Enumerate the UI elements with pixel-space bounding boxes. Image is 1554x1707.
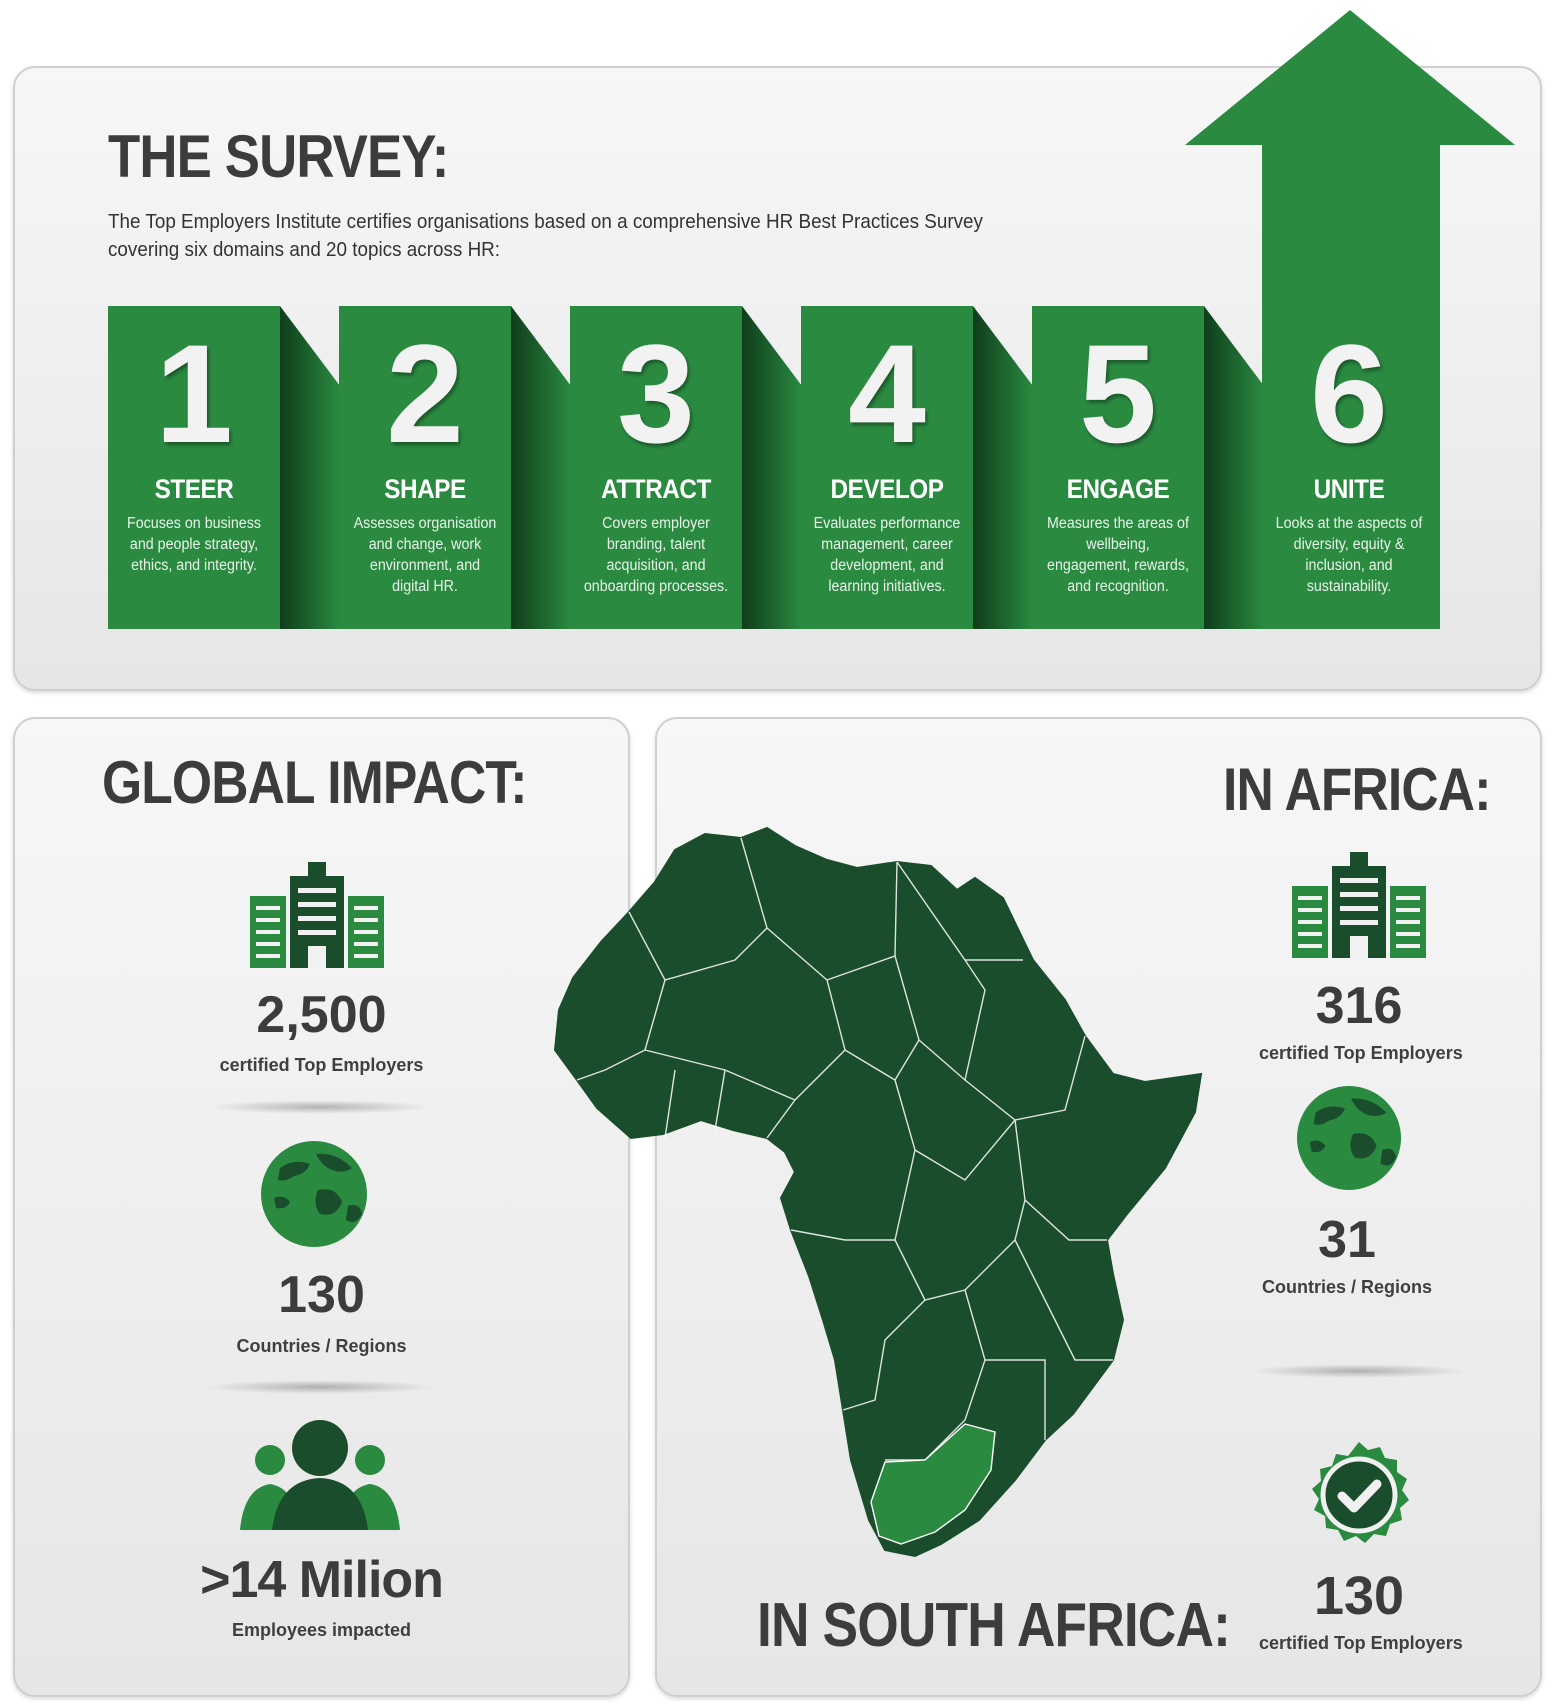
domain-number: 4	[848, 315, 926, 472]
domain-description: Measures the areas of wellbeing, engagement, rewards, and recognition.	[1047, 515, 1189, 595]
domain-tile-unite	[1263, 306, 1435, 629]
south-africa-employers-label: certified Top Employers	[1259, 1633, 1463, 1653]
domain-description: Looks at the aspects of diversity, equity & inclusion, and sustainability.	[1275, 515, 1423, 595]
global-employees-value: >14 Milion	[200, 1551, 443, 1609]
domain-tile-steer	[108, 306, 280, 629]
survey-title: THE SURVEY:	[108, 123, 449, 190]
africa-employers-value: 316	[1315, 977, 1403, 1035]
domain-name: ATTRACT	[601, 474, 711, 504]
domain-description: Evaluates performance management, career development, and learning initiatives.	[813, 515, 961, 595]
globe-icon	[260, 1140, 368, 1248]
domain-number: 2	[386, 315, 464, 472]
tile-fold	[742, 306, 802, 629]
domain-name: ENGAGE	[1066, 474, 1170, 504]
divider	[1248, 1364, 1468, 1378]
buildings-icon	[1292, 852, 1426, 958]
domain-name: STEER	[154, 474, 234, 504]
domain-tile-engage	[1032, 306, 1204, 629]
survey-intro-line-2: covering six domains and 20 topics across HR:	[108, 238, 501, 261]
global-impact-title: GLOBAL IMPACT:	[102, 749, 527, 816]
africa-title: IN AFRICA:	[1223, 756, 1491, 823]
divider	[205, 1100, 435, 1114]
survey-intro	[108, 208, 991, 264]
buildings-icon	[250, 862, 384, 968]
divider	[205, 1380, 435, 1394]
domain-number: 5	[1079, 315, 1157, 472]
domain-number: 1	[155, 315, 233, 472]
africa-map	[545, 820, 1245, 1570]
domain-name: UNITE	[1313, 474, 1385, 504]
certified-badge-icon	[1304, 1440, 1414, 1550]
survey-intro-line-1: The Top Employers Institute certifies organisations based on a comprehensive HR Best Practices Survey	[108, 210, 983, 233]
domain-description: Assesses organisation and change, work environment, and digital HR.	[353, 515, 497, 595]
global-countries-label: Countries / Regions	[236, 1336, 407, 1356]
domain-tile-shape	[339, 306, 511, 629]
tile-fold	[1204, 306, 1264, 629]
domain-name: SHAPE	[384, 474, 466, 504]
people-icon	[240, 1420, 400, 1530]
global-employers-value: 2,500	[256, 986, 387, 1044]
globe-icon	[1296, 1085, 1402, 1191]
africa-employers-label: certified Top Employers	[1259, 1043, 1463, 1063]
tile-fold	[280, 306, 340, 629]
domain-description: Covers employer branding, talent acquisition, and onboarding processes.	[583, 515, 729, 595]
south-africa-title: IN SOUTH AFRICA:	[757, 1591, 1230, 1660]
domain-name: DEVELOP	[830, 474, 944, 504]
domain-description: Focuses on business and people strategy, ethics, and integrity.	[127, 515, 261, 574]
global-employees-label: Employees impacted	[231, 1620, 412, 1640]
africa-countries-label: Countries / Regions	[1261, 1277, 1432, 1297]
domain-tile-attract	[570, 306, 742, 629]
tile-fold	[511, 306, 571, 629]
global-employers-label: certified Top Employers	[219, 1055, 424, 1075]
tile-fold	[973, 306, 1033, 629]
domain-tile-develop	[801, 306, 973, 629]
domain-number: 3	[617, 315, 695, 472]
africa-countries-value: 31	[1318, 1211, 1376, 1269]
global-countries-value: 130	[278, 1266, 365, 1324]
south-africa-employers-value: 130	[1313, 1566, 1405, 1626]
domain-number: 6	[1310, 315, 1388, 472]
